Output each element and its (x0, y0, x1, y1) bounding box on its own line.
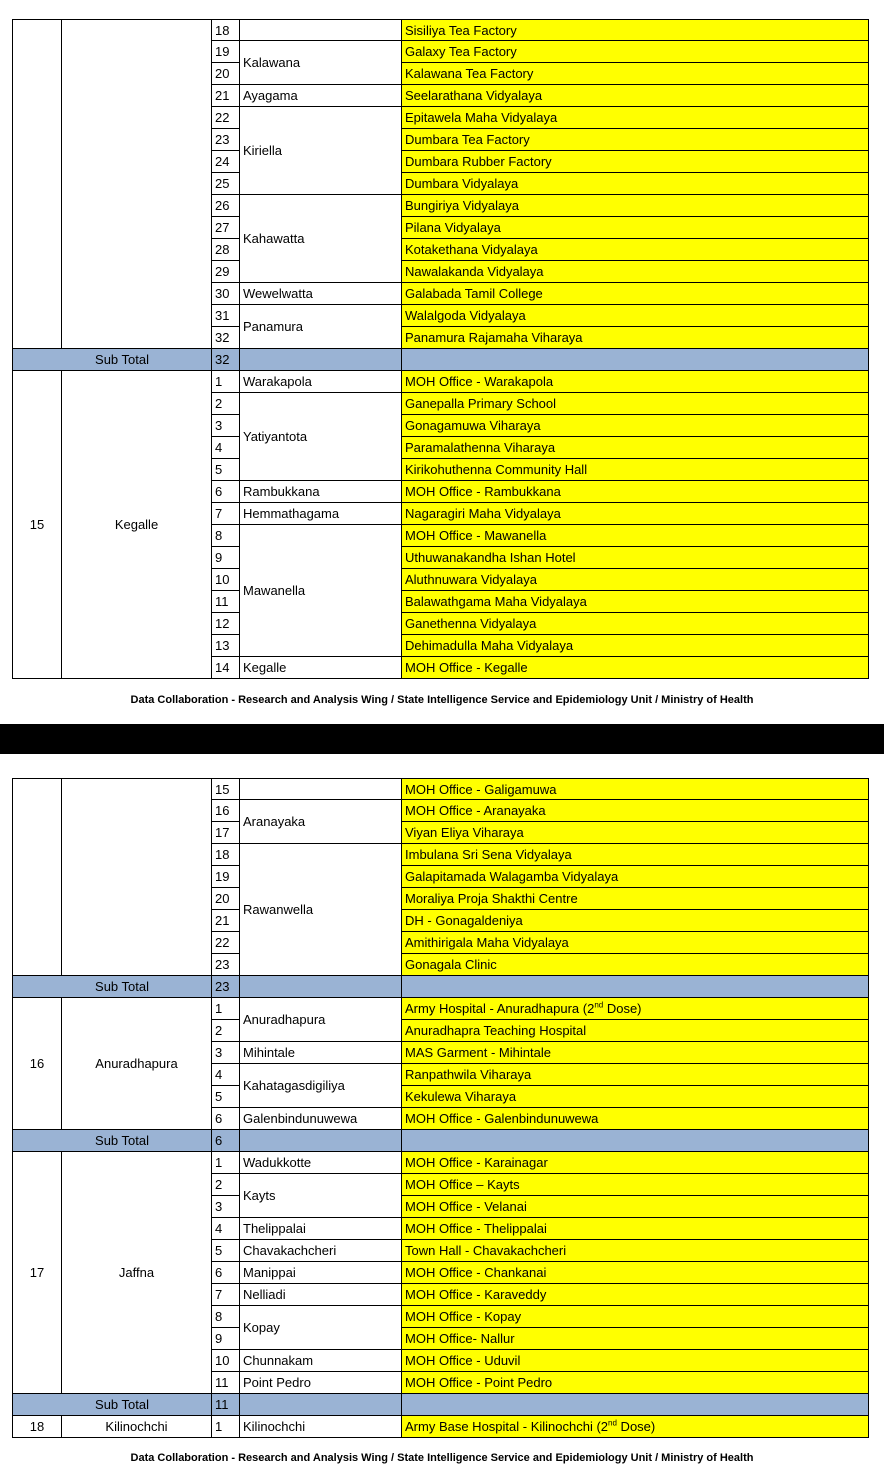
center-name: Kekulewa Viharaya (402, 1086, 869, 1108)
center-name: Kalawana Tea Factory (402, 63, 869, 85)
center-number: 28 (212, 239, 240, 261)
center-name: Aluthnuwara Vidyalaya (402, 569, 869, 591)
center-number: 22 (212, 107, 240, 129)
center-number: 17 (212, 822, 240, 844)
center-name: Imbulana Sri Sena Vidyalaya (402, 844, 869, 866)
center-name: MOH Office - Kopay (402, 1306, 869, 1328)
center-number: 15 (212, 779, 240, 800)
district-name: Kegalle (62, 371, 212, 679)
center-number: 2 (212, 1020, 240, 1042)
district-name-cell (62, 779, 212, 976)
center-name (402, 998, 869, 1020)
center-number: 24 (212, 151, 240, 173)
moh-area: Wewelwatta (240, 283, 402, 305)
center-number: 5 (212, 1240, 240, 1262)
center-name: MOH Office - Point Pedro (402, 1372, 869, 1394)
center-name: Ganepalla Primary School (402, 393, 869, 415)
center-number: 26 (212, 195, 240, 217)
center-number: 10 (212, 1350, 240, 1372)
moh-area: Mihintale (240, 1042, 402, 1064)
moh-area (240, 20, 402, 41)
moh-area: Kegalle (240, 657, 402, 679)
center-name: Nawalakanda Vidyalaya (402, 261, 869, 283)
center-name: MOH Office - Galenbindunuwewa (402, 1108, 869, 1130)
center-number: 1 (212, 1416, 240, 1438)
center-number: 9 (212, 1328, 240, 1350)
district-name-cell (62, 20, 212, 349)
center-number: 4 (212, 1064, 240, 1086)
center-name: Dumbara Vidyalaya (402, 173, 869, 195)
center-name: Dumbara Rubber Factory (402, 151, 869, 173)
center-name: MOH Office - Galigamuwa (402, 779, 869, 800)
moh-area: Rambukkana (240, 481, 402, 503)
page-footer: Data Collaboration - Research and Analysis Wing / State Intelligence Service and Epidemiology Unit / Ministry of Health (130, 1452, 754, 1464)
center-name: MOH Office - Thelippalai (402, 1218, 869, 1240)
subtotal-row (13, 1394, 869, 1416)
center-name: Kirikohuthenna Community Hall (402, 459, 869, 481)
moh-area: Manippai (240, 1262, 402, 1284)
center-name: Walalgoda Vidyalaya (402, 305, 869, 327)
center-name: MOH Office - Kegalle (402, 657, 869, 679)
center-name: MOH Office - Rambukkana (402, 481, 869, 503)
center-name: DH - Gonagaldeniya (402, 910, 869, 932)
center-number: 2 (212, 393, 240, 415)
center-name: MOH Office - Warakapola (402, 371, 869, 393)
center-number: 1 (212, 1152, 240, 1174)
center-number: 16 (212, 800, 240, 822)
center-name-text-end: Dose) (616, 1419, 656, 1434)
moh-area: Kilinochchi (240, 1416, 402, 1438)
center-number: 5 (212, 1086, 240, 1108)
center-name: Uthuwanakandha Ishan Hotel (402, 547, 869, 569)
center-name: Galapitamada Walagamba Vidyalaya (402, 866, 869, 888)
center-name-text: Army Hospital - Anuradhapura (2 (405, 1001, 595, 1016)
district-name: Kilinochchi (62, 1416, 212, 1438)
center-number: 29 (212, 261, 240, 283)
moh-area: Aranayaka (240, 800, 402, 844)
subtotal-row (13, 1130, 869, 1152)
center-name: MAS Garment - Mihintale (402, 1042, 869, 1064)
moh-area: Nelliadi (240, 1284, 402, 1306)
center-name: Town Hall - Chavakachcheri (402, 1240, 869, 1262)
center-name: Sisiliya Tea Factory (402, 20, 869, 41)
district-name: Jaffna (62, 1152, 212, 1394)
center-name: Bungiriya Vidyalaya (402, 195, 869, 217)
center-name: Viyan Eliya Viharaya (402, 822, 869, 844)
center-name: Gonagamuwa Viharaya (402, 415, 869, 437)
moh-area: Kayts (240, 1174, 402, 1218)
moh-area: Anuradhapura (240, 998, 402, 1042)
moh-area: Galenbindunuwewa (240, 1108, 402, 1130)
center-name: Ganethenna Vidyalaya (402, 613, 869, 635)
center-number: 3 (212, 1196, 240, 1218)
moh-area (240, 779, 402, 800)
district-no-cell (13, 20, 62, 349)
center-name: Moraliya Proja Shakthi Centre (402, 888, 869, 910)
page-separator (0, 724, 884, 754)
center-number: 5 (212, 459, 240, 481)
ordinal-suffix: nd (608, 1418, 617, 1428)
vaccination-centers-table-page-2 (12, 778, 869, 1438)
center-name: Galaxy Tea Factory (402, 41, 869, 63)
moh-area: Kahatagasdigiliya (240, 1064, 402, 1108)
district-no-cell (13, 779, 62, 976)
center-name: Balawathgama Maha Vidyalaya (402, 591, 869, 613)
center-number: 8 (212, 1306, 240, 1328)
moh-area: Panamura (240, 305, 402, 349)
subtotal-label: Sub Total (13, 1130, 212, 1152)
center-number: 11 (212, 1372, 240, 1394)
center-name: Kotakethana Vidyalaya (402, 239, 869, 261)
subtotal-row (13, 349, 869, 371)
center-number: 27 (212, 217, 240, 239)
center-number: 1 (212, 998, 240, 1020)
district-no: 18 (13, 1416, 62, 1438)
subtotal-value: 23 (212, 976, 240, 998)
moh-area: Kopay (240, 1306, 402, 1350)
center-number: 14 (212, 657, 240, 679)
moh-area: Wadukkotte (240, 1152, 402, 1174)
district-name: Anuradhapura (62, 998, 212, 1130)
center-number: 19 (212, 41, 240, 63)
center-name: MOH Office - Karainagar (402, 1152, 869, 1174)
subtotal-value: 6 (212, 1130, 240, 1152)
center-number: 7 (212, 1284, 240, 1306)
center-name: MOH Office - Mawanella (402, 525, 869, 547)
center-name: Dehimadulla Maha Vidyalaya (402, 635, 869, 657)
center-number: 23 (212, 954, 240, 976)
center-number: 31 (212, 305, 240, 327)
center-number: 10 (212, 569, 240, 591)
moh-area: Thelippalai (240, 1218, 402, 1240)
center-number: 7 (212, 503, 240, 525)
center-number: 12 (212, 613, 240, 635)
center-name: Seelarathana Vidyalaya (402, 85, 869, 107)
center-name: Ranpathwila Viharaya (402, 1064, 869, 1086)
center-number: 6 (212, 481, 240, 503)
center-name: MOH Office- Nallur (402, 1328, 869, 1350)
center-number: 25 (212, 173, 240, 195)
center-number: 22 (212, 932, 240, 954)
center-number: 1 (212, 371, 240, 393)
vaccination-centers-table-page-1 (12, 19, 869, 679)
center-number: 3 (212, 415, 240, 437)
center-name: Epitawela Maha Vidyalaya (402, 107, 869, 129)
center-number: 4 (212, 1218, 240, 1240)
moh-area: Hemmathagama (240, 503, 402, 525)
center-name-text: Army Base Hospital - Kilinochchi (2 (405, 1419, 609, 1434)
moh-area: Kahawatta (240, 195, 402, 283)
moh-area: Chavakachcheri (240, 1240, 402, 1262)
subtotal-label: Sub Total (13, 349, 212, 371)
center-number: 11 (212, 591, 240, 613)
moh-area: Kalawana (240, 41, 402, 85)
subtotal-label: Sub Total (13, 976, 212, 998)
moh-area: Warakapola (240, 371, 402, 393)
subtotal-value: 32 (212, 349, 240, 371)
center-name: MOH Office - Chankanai (402, 1262, 869, 1284)
center-name (402, 1416, 869, 1438)
center-name: Paramalathenna Viharaya (402, 437, 869, 459)
subtotal-row (13, 976, 869, 998)
center-number: 13 (212, 635, 240, 657)
center-number: 20 (212, 888, 240, 910)
center-number: 6 (212, 1262, 240, 1284)
center-name-text-end: Dose) (603, 1001, 642, 1016)
center-number: 21 (212, 85, 240, 107)
center-name: MOH Office – Kayts (402, 1174, 869, 1196)
center-name: Nagaragiri Maha Vidyalaya (402, 503, 869, 525)
center-number: 6 (212, 1108, 240, 1130)
district-no: 16 (13, 998, 62, 1130)
ordinal-suffix: nd (594, 1000, 604, 1010)
center-name: Anuradhapra Teaching Hospital (402, 1020, 869, 1042)
center-number: 8 (212, 525, 240, 547)
page-footer: Data Collaboration - Research and Analysis Wing / State Intelligence Service and Epidemiology Unit / Ministry of Health (130, 694, 754, 706)
center-number: 18 (212, 20, 240, 41)
center-number: 9 (212, 547, 240, 569)
moh-area: Point Pedro (240, 1372, 402, 1394)
center-name: Gonagala Clinic (402, 954, 869, 976)
center-name: Pilana Vidyalaya (402, 217, 869, 239)
center-name: Amithirigala Maha Vidyalaya (402, 932, 869, 954)
center-number: 20 (212, 63, 240, 85)
center-number: 3 (212, 1042, 240, 1064)
center-number: 32 (212, 327, 240, 349)
center-number: 2 (212, 1174, 240, 1196)
center-number: 30 (212, 283, 240, 305)
center-number: 19 (212, 866, 240, 888)
center-number: 21 (212, 910, 240, 932)
center-number: 23 (212, 129, 240, 151)
subtotal-value: 11 (212, 1394, 240, 1416)
moh-area: Rawanwella (240, 844, 402, 976)
moh-area: Ayagama (240, 85, 402, 107)
moh-area: Kiriella (240, 107, 402, 195)
center-number: 18 (212, 844, 240, 866)
moh-area: Mawanella (240, 525, 402, 657)
center-name: MOH Office - Karaveddy (402, 1284, 869, 1306)
center-name: Galabada Tamil College (402, 283, 869, 305)
district-no: 15 (13, 371, 62, 679)
center-name: MOH Office - Uduvil (402, 1350, 869, 1372)
district-no: 17 (13, 1152, 62, 1394)
moh-area: Chunnakam (240, 1350, 402, 1372)
center-number: 4 (212, 437, 240, 459)
moh-area: Yatiyantota (240, 393, 402, 481)
center-name: MOH Office - Velanai (402, 1196, 869, 1218)
center-name: MOH Office - Aranayaka (402, 800, 869, 822)
center-name: Panamura Rajamaha Viharaya (402, 327, 869, 349)
subtotal-label: Sub Total (13, 1394, 212, 1416)
center-name: Dumbara Tea Factory (402, 129, 869, 151)
